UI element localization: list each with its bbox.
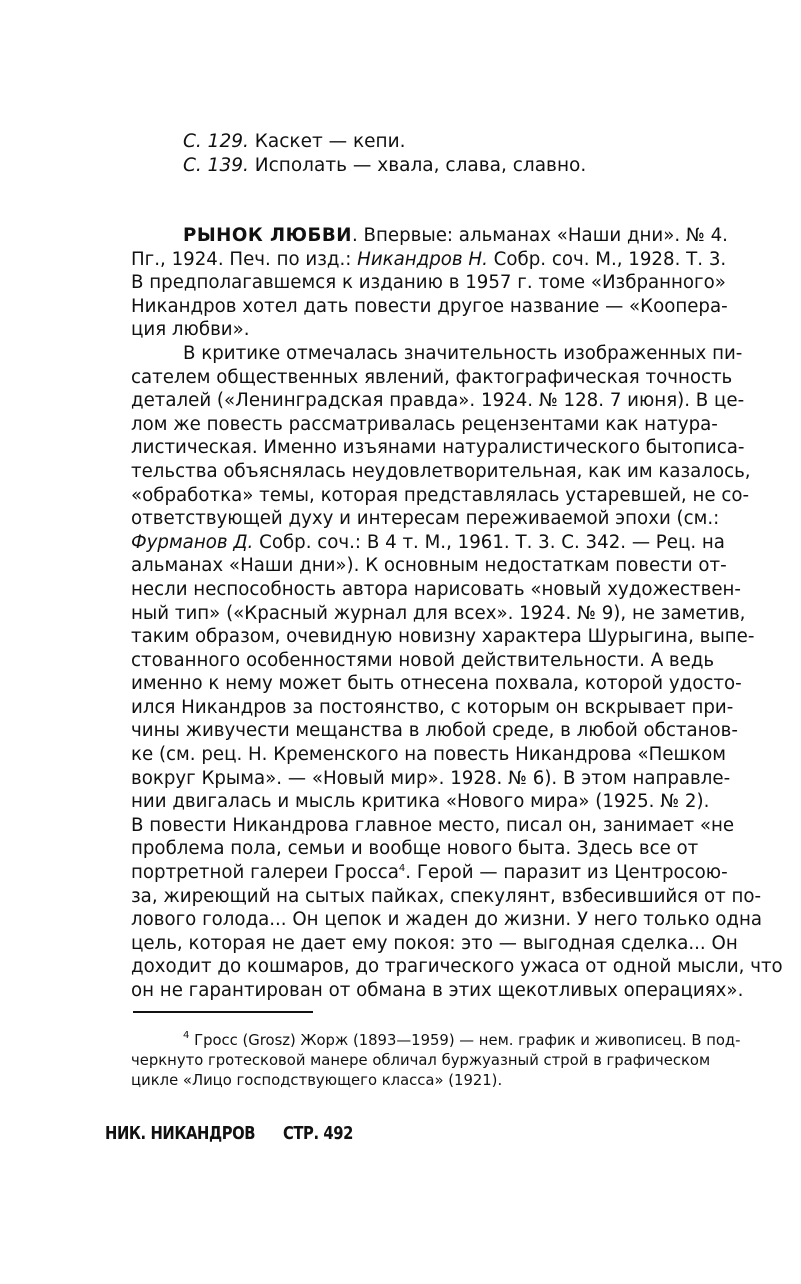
text-span: Гросс (Grosz) Жорж (1893—1959) — нем. график и живописец. В под- (189, 1032, 741, 1049)
text-line: именно к нему может быть отнесена похвала, которой удосто- (131, 673, 742, 695)
notes-block (183, 130, 586, 178)
author-ref: Никандров Н. (357, 248, 488, 270)
footnote-line (131, 1030, 741, 1051)
note-text: Исполать — хвала, слава, славно. (248, 155, 587, 176)
text-line: проблема пола, семьи и вообще нового быта. Здесь все от (131, 838, 699, 860)
note-line (183, 130, 586, 154)
text-line: листическая. Именно изъянами натуралистического бытописа- (131, 437, 745, 459)
text-line (131, 531, 725, 555)
text-line: «обработка» темы, которая представлялась устаревшей, не со- (131, 484, 750, 506)
footnote-line: черкнуто гротесковой манере обличал буржуазный строй в графическом (131, 1052, 711, 1069)
footnote-divider (133, 1011, 313, 1013)
text-line: за, жиреющий на сытых пайках, спекулянт, взбесившийся от по- (131, 885, 762, 907)
page-footer (105, 1123, 353, 1144)
text-span: Собр. соч. М., 1928. Т. 3. (487, 248, 727, 270)
text-line: альманах «Наши дни»). К основным недостаткам повести от- (131, 555, 727, 577)
text-line: лового голода... Он цепок и жаден до жизни. У него только одна (131, 909, 762, 931)
text-line: нии двигалась и мысль критика «Нового мира» (1925. № 2). (131, 791, 710, 813)
text-line: В предполагавшемся к изданию в 1957 г. томе «Избранного» (131, 272, 726, 294)
text-line: стованного особенностями новой действительности. А ведь (131, 649, 715, 671)
note-ref: С. 139. (183, 155, 249, 176)
text-line: таким образом, очевидную новизну характера Шурыгина, выпе- (131, 626, 755, 648)
page-number: СТР. 492 (282, 1123, 353, 1144)
text-line: доходит до кошмаров, до трагического ужаса от одной мысли, что (131, 956, 783, 978)
text-span: Пг., 1924. Печ. по изд.: (131, 248, 358, 270)
note-line (183, 154, 586, 178)
text-span: . Герой — паразит из Центросою- (405, 862, 728, 884)
text-line: В критике отмечалась значительность изображенных пи- (183, 342, 743, 364)
text-line: Никандров хотел дать повести другое название — «Коопера- (131, 295, 728, 317)
footnote-marker: 4 (398, 863, 406, 875)
text-line: ция любви». (131, 319, 250, 341)
footnote (131, 1030, 741, 1091)
text-line: цель, которая не дает ему покоя: это — выгодная сделка... Он (131, 932, 738, 954)
author-ref: Фурманов Д. (131, 531, 254, 553)
text-line: он не гарантирован от обмана в этих щекотливых операциях». (131, 980, 744, 1001)
text-line (131, 224, 728, 248)
text-line (131, 861, 728, 885)
text-line: тельства объяснялась неудовлетворительная, как им казалось, (131, 460, 751, 482)
article-heading: РЫНОК ЛЮБВИ (183, 225, 352, 246)
running-author: НИК. НИКАНДРОВ (105, 1123, 256, 1144)
text-span: Собр. соч.: В 4 т. М., 1961. Т. 3. С. 342. — Рец. на (253, 531, 725, 553)
text-line (131, 248, 727, 272)
note-ref: С. 129. (183, 131, 249, 152)
text-line: вокруг Крыма». — «Новый мир». 1928. № 6). В этом направле- (131, 767, 731, 789)
text-span: портретной галереи Гросса (131, 862, 399, 884)
text-line: несли неспособность автора нарисовать «новый художествен- (131, 578, 741, 600)
note-text: Каскет — кепи. (248, 131, 406, 152)
text-line: ился Никандров за постоянство, с которым он вскрывает при- (131, 696, 734, 718)
text-span: . Впервые: альманах «Наши дни». № 4. (351, 225, 728, 246)
text-line: ке (см. рец. Н. Кременского на повесть Никандрова «Пешком (131, 744, 726, 766)
text-line: ный тип» («Красный журнал для всех». 1924. № 9), не заметив, (131, 602, 746, 624)
text-line: чины живучести мещанства в любой среде, в любой обстанов- (131, 720, 738, 742)
article-body (131, 224, 783, 1003)
text-line: ответствующей духу и интересам переживаемой эпохи (см.: (131, 508, 720, 530)
text-line: сателем общественных явлений, фактографическая точность (131, 366, 733, 388)
footnote-number: 4 (183, 1030, 190, 1041)
footnote-line: цикле «Лицо господствующего класса» (1921). (131, 1072, 503, 1089)
text-line: В повести Никандрова главное место, писал он, занимает «не (131, 814, 735, 836)
text-line: деталей («Ленинградская правда». 1924. № 128. 7 июня). В це- (131, 390, 745, 412)
text-line: лом же повесть рассматривалась рецензентами как натура- (131, 413, 718, 435)
